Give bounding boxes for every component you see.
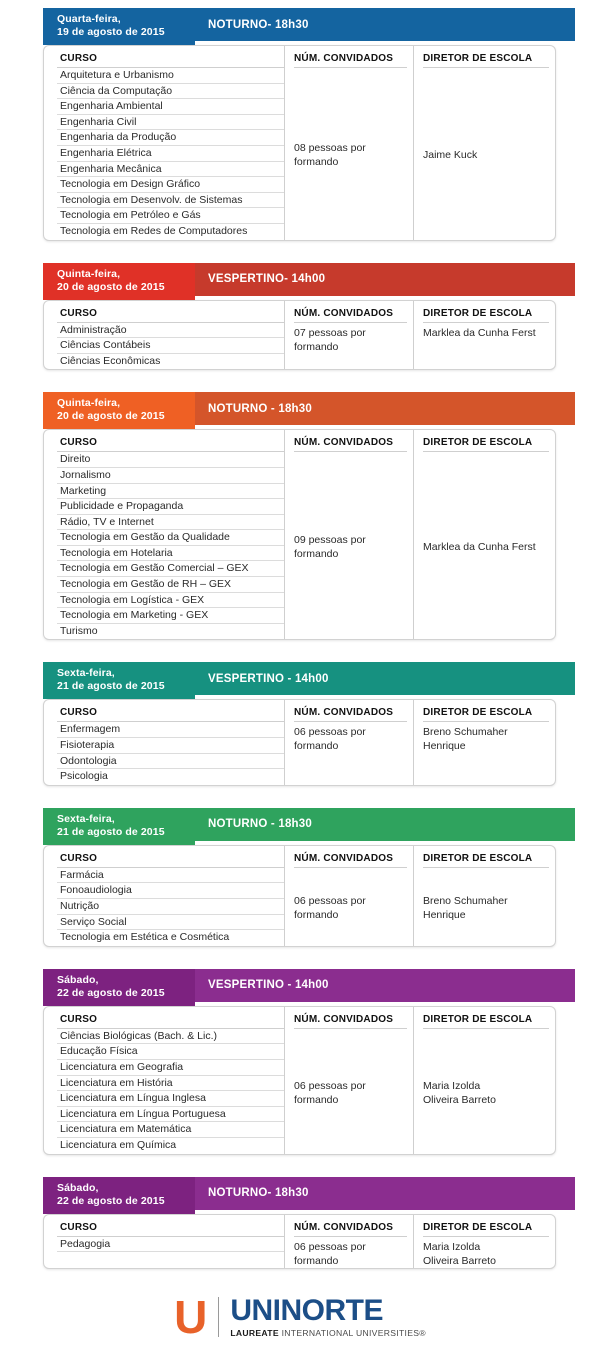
- column-curso: [44, 846, 284, 946]
- logo-divider: [218, 1297, 219, 1337]
- schedule-section: [0, 392, 600, 640]
- course-row: Serviço Social: [57, 915, 284, 931]
- column-header-curso: CURSO: [57, 846, 284, 868]
- course-row: Licenciatura em Geografia: [57, 1060, 284, 1076]
- course-row: Tecnologia em Marketing - GEX: [57, 608, 284, 624]
- footer-logo-area: [0, 1287, 600, 1347]
- logo-tagline-bold: LAUREATE: [230, 1327, 279, 1338]
- column-num-convidados: [284, 301, 413, 370]
- course-row: Administração: [57, 323, 284, 339]
- course-row: Tecnologia em Design Gráfico: [57, 177, 284, 193]
- schedule-section: [0, 808, 600, 947]
- courses-table-card: [43, 845, 556, 947]
- guests-line-1: 06 pessoas por: [294, 895, 366, 908]
- guests-line-1: 08 pessoas por: [294, 142, 366, 155]
- schedule-page: [0, 8, 600, 1343]
- shift-label: VESPERTINO- 14h00: [208, 273, 326, 286]
- guests-cell: [294, 530, 407, 561]
- shift-label: NOTURNO- 18h30: [208, 1187, 309, 1200]
- director-cell: [423, 145, 549, 162]
- column-header-num-convidados: NÚM. CONVIDADOS: [294, 1007, 407, 1029]
- date-weekday: Sexta-feira,: [57, 667, 115, 680]
- section-date-block: [43, 662, 195, 699]
- course-row: Arquitetura e Urbanismo: [57, 68, 284, 84]
- shift-label: VESPERTINO - 14h00: [208, 979, 329, 992]
- shift-label: NOTURNO - 18h30: [208, 818, 312, 831]
- date-full: 22 de agosto de 2015: [57, 1194, 165, 1207]
- column-num-convidados: [284, 1215, 413, 1268]
- director-line-2: Oliveira Barreto: [423, 1093, 496, 1106]
- director-line-2: Oliveira Barreto: [423, 1254, 496, 1267]
- date-full: 21 de agosto de 2015: [57, 680, 165, 693]
- course-row: Fonoaudiologia: [57, 883, 284, 899]
- column-header-curso: CURSO: [57, 700, 284, 722]
- courses-table-card: [43, 1006, 556, 1155]
- courses-table-card: [43, 699, 556, 785]
- shift-label: NOTURNO - 18h30: [208, 402, 312, 415]
- column-header-num-convidados: NÚM. CONVIDADOS: [294, 846, 407, 868]
- director-cell: [423, 323, 549, 340]
- schedule-section: [0, 1177, 600, 1269]
- course-row: Tecnologia em Gestão Comercial – GEX: [57, 561, 284, 577]
- guests-cell: [294, 891, 407, 922]
- column-diretor-escola: [413, 46, 555, 240]
- date-weekday: Quinta-feira,: [57, 267, 121, 280]
- course-row: Turismo: [60, 624, 98, 637]
- guests-cell: [294, 323, 407, 354]
- section-date-block: [43, 969, 195, 1006]
- director-line-2: Henrique: [423, 909, 466, 922]
- guests-line-1: 06 pessoas por: [294, 726, 366, 739]
- director-line-1: Marklea da Cunha Ferst: [423, 326, 536, 339]
- date-full: 20 de agosto de 2015: [57, 280, 165, 293]
- date-weekday: Sábado,: [57, 973, 99, 986]
- date-weekday: Quinta-feira,: [57, 397, 121, 410]
- course-row: Odontologia: [57, 754, 284, 770]
- course-row: Licenciatura em Química: [60, 1138, 177, 1151]
- column-num-convidados: [284, 846, 413, 946]
- guests-line-2: formando: [294, 740, 339, 753]
- guests-line-2: formando: [294, 909, 339, 922]
- column-curso: [44, 1007, 284, 1154]
- column-curso: [44, 46, 284, 240]
- course-row: Nutrição: [57, 899, 284, 915]
- course-row: Engenharia Civil: [57, 115, 284, 131]
- course-row: Engenharia Ambiental: [57, 99, 284, 115]
- director-cell: [423, 1076, 549, 1107]
- guests-line-1: 09 pessoas por: [294, 534, 366, 547]
- logo-text-group: [230, 1293, 426, 1338]
- course-row: Direito: [57, 452, 284, 468]
- section-date-block: [43, 263, 195, 300]
- guests-line-2: formando: [294, 340, 339, 353]
- column-diretor-escola: [413, 1215, 555, 1268]
- column-num-convidados: [284, 1007, 413, 1154]
- course-row: Tecnologia em Desenvolv. de Sistemas: [57, 193, 284, 209]
- course-row: Tecnologia em Petróleo e Gás: [57, 208, 284, 224]
- course-row: Licenciatura em Matemática: [57, 1122, 284, 1138]
- guests-line-2: formando: [294, 548, 339, 561]
- course-row: Rádio, TV e Internet: [57, 515, 284, 531]
- course-row: Tecnologia em Gestão de RH – GEX: [57, 577, 284, 593]
- column-num-convidados: [284, 46, 413, 240]
- column-header-diretor-escola: DIRETOR DE ESCOLA: [423, 700, 549, 722]
- course-row: Ciência da Computação: [57, 84, 284, 100]
- uninorte-logo: [174, 1290, 426, 1343]
- course-row: Licenciatura em História: [57, 1076, 284, 1092]
- column-header-curso: CURSO: [57, 46, 284, 68]
- director-line-1: Maria Izolda: [423, 1240, 481, 1253]
- column-diretor-escola: [413, 301, 555, 370]
- course-row: Marketing: [57, 484, 284, 500]
- course-row: Licenciatura em Língua Inglesa: [57, 1091, 284, 1107]
- column-header-curso: CURSO: [57, 430, 284, 452]
- guests-line-1: 06 pessoas por: [294, 1240, 366, 1253]
- column-header-num-convidados: NÚM. CONVIDADOS: [294, 700, 407, 722]
- logo-brand-name: UNINORTE: [230, 1293, 383, 1327]
- column-header-diretor-escola: DIRETOR DE ESCOLA: [423, 46, 549, 68]
- date-weekday: Sexta-feira,: [57, 812, 115, 825]
- course-row: Publicidade e Propaganda: [57, 499, 284, 515]
- column-header-num-convidados: NÚM. CONVIDADOS: [294, 46, 407, 68]
- column-header-diretor-escola: DIRETOR DE ESCOLA: [423, 301, 549, 323]
- course-row: Tecnologia em Redes de Computadores: [60, 224, 248, 237]
- director-line-1: Marklea da Cunha Ferst: [423, 541, 536, 554]
- date-full: 19 de agosto de 2015: [57, 26, 165, 38]
- course-row: Tecnologia em Estética e Cosmética: [60, 931, 230, 944]
- column-header-num-convidados: NÚM. CONVIDADOS: [294, 1215, 407, 1237]
- date-full: 20 de agosto de 2015: [57, 410, 165, 423]
- course-row: [57, 1252, 284, 1268]
- column-num-convidados: [284, 700, 413, 784]
- shift-label: VESPERTINO - 14h00: [208, 672, 329, 685]
- shift-label: NOTURNO- 18h30: [208, 18, 309, 31]
- column-header-diretor-escola: DIRETOR DE ESCOLA: [423, 846, 549, 868]
- column-curso: [44, 301, 284, 370]
- schedule-section: [0, 263, 600, 371]
- schedule-section: [0, 969, 600, 1155]
- column-header-diretor-escola: DIRETOR DE ESCOLA: [423, 1215, 549, 1237]
- column-header-num-convidados: NÚM. CONVIDADOS: [294, 430, 407, 452]
- course-row: Psicologia: [60, 770, 108, 783]
- director-line-1: Breno Schumaher: [423, 895, 508, 908]
- schedule-section: [0, 662, 600, 785]
- guests-line-2: formando: [294, 1093, 339, 1106]
- uninorte-u-mark-icon: U: [174, 1290, 207, 1343]
- course-row: Fisioterapia: [57, 738, 284, 754]
- date-full: 21 de agosto de 2015: [57, 825, 165, 838]
- column-header-diretor-escola: DIRETOR DE ESCOLA: [423, 1007, 549, 1029]
- schedule-sections: [0, 8, 600, 1269]
- director-line-1: Jaime Kuck: [423, 149, 478, 162]
- column-diretor-escola: [413, 700, 555, 784]
- director-line-1: Breno Schumaher: [423, 726, 508, 739]
- schedule-section: [0, 8, 600, 241]
- course-row: Ciências Biológicas (Bach. & Lic.): [57, 1029, 284, 1045]
- course-row: Licenciatura em Língua Portuguesa: [57, 1107, 284, 1123]
- course-row: Engenharia da Produção: [57, 130, 284, 146]
- director-line-2: Henrique: [423, 740, 466, 753]
- director-cell: [423, 1237, 549, 1268]
- logo-tagline: [230, 1328, 426, 1338]
- course-row: Ciências Econômicas: [60, 354, 161, 367]
- column-header-curso: CURSO: [57, 1007, 284, 1029]
- column-diretor-escola: [413, 1007, 555, 1154]
- guests-line-2: formando: [294, 156, 339, 169]
- section-date-block: [43, 1177, 195, 1214]
- column-num-convidados: [284, 430, 413, 639]
- courses-table-card: [43, 300, 556, 371]
- section-date-block: [43, 808, 195, 845]
- section-date-block: [43, 8, 195, 45]
- guests-cell: [294, 138, 407, 169]
- guests-line-1: 06 pessoas por: [294, 1079, 366, 1092]
- logo-tagline-rest: INTERNATIONAL UNIVERSITIES®: [281, 1327, 426, 1338]
- section-date-block: [43, 392, 195, 429]
- courses-table-card: [43, 429, 556, 640]
- director-cell: [423, 722, 549, 753]
- column-curso: [44, 1215, 284, 1268]
- column-header-num-convidados: NÚM. CONVIDADOS: [294, 301, 407, 323]
- date-full: 22 de agosto de 2015: [57, 986, 165, 999]
- course-row: Educação Física: [57, 1044, 284, 1060]
- courses-table-card: [43, 1214, 556, 1269]
- date-weekday: Quarta-feira,: [57, 13, 121, 25]
- guests-line-2: formando: [294, 1254, 339, 1267]
- guests-line-1: 07 pessoas por: [294, 326, 366, 339]
- column-diretor-escola: [413, 430, 555, 639]
- course-row: Tecnologia em Gestão da Qualidade: [57, 530, 284, 546]
- course-row: Pedagogia: [57, 1237, 284, 1253]
- date-weekday: Sábado,: [57, 1181, 99, 1194]
- guests-cell: [294, 1237, 407, 1268]
- course-row: Tecnologia em Logística - GEX: [57, 593, 284, 609]
- guests-cell: [294, 1076, 407, 1107]
- director-cell: [423, 537, 549, 554]
- director-cell: [423, 891, 549, 922]
- column-curso: [44, 430, 284, 639]
- course-row: Enfermagem: [57, 722, 284, 738]
- course-row: Ciências Contábeis: [57, 338, 284, 354]
- courses-table-card: [43, 45, 556, 241]
- guests-cell: [294, 722, 407, 753]
- column-diretor-escola: [413, 846, 555, 946]
- director-line-1: Maria Izolda: [423, 1079, 481, 1092]
- column-header-curso: CURSO: [57, 1215, 284, 1237]
- course-row: Jornalismo: [57, 468, 284, 484]
- column-header-curso: CURSO: [57, 301, 284, 323]
- course-row: Engenharia Elétrica: [57, 146, 284, 162]
- column-curso: [44, 700, 284, 784]
- column-header-diretor-escola: DIRETOR DE ESCOLA: [423, 430, 549, 452]
- course-row: Tecnologia em Hotelaria: [57, 546, 284, 562]
- course-row: Engenharia Mecânica: [57, 162, 284, 178]
- course-row: Farmácia: [57, 868, 284, 884]
